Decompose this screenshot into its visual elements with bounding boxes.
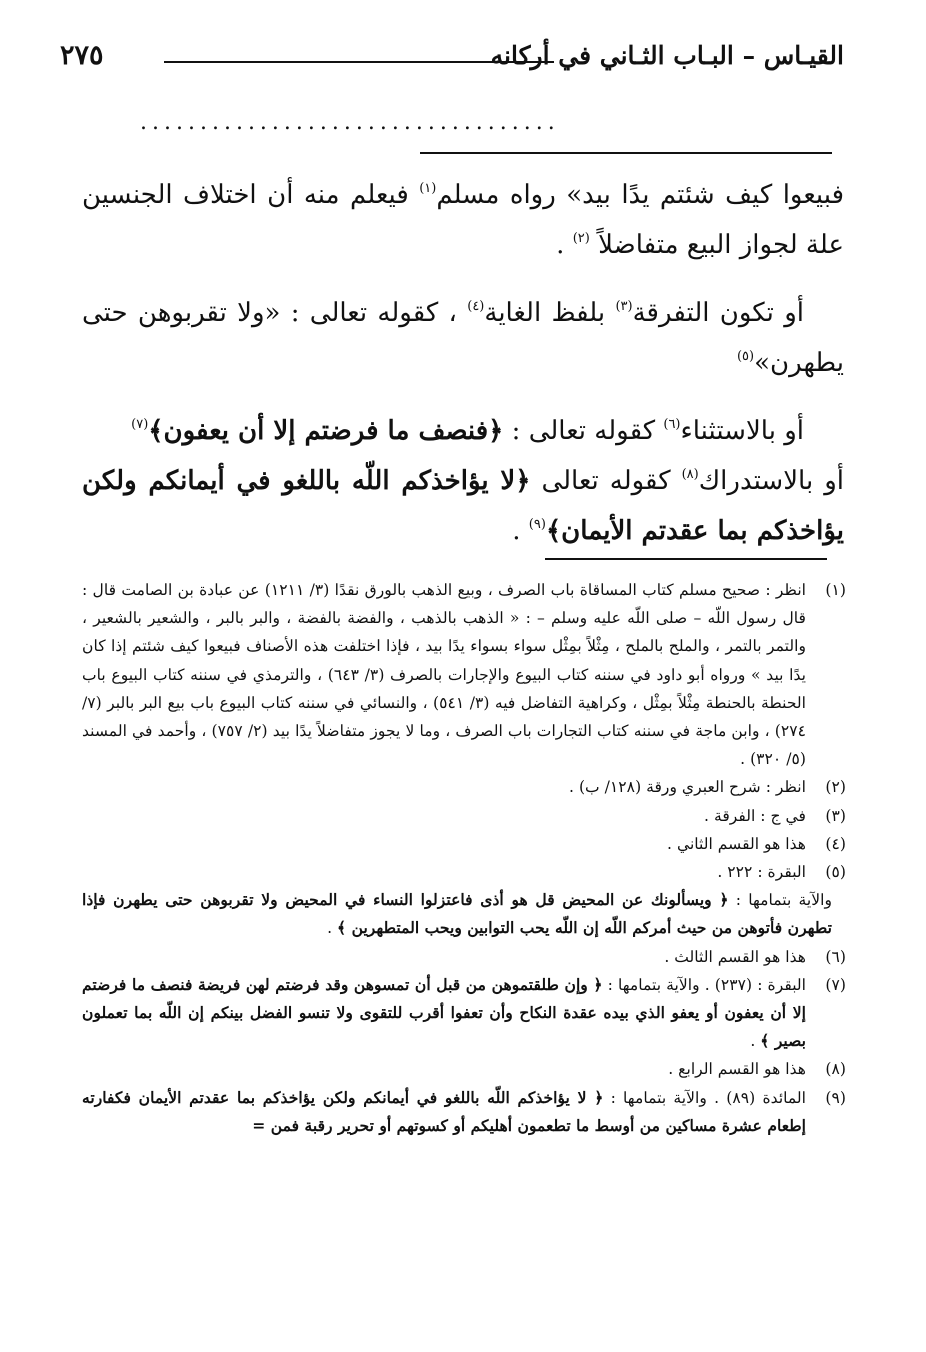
footnote-lead: المائدة (٨٩) . والآية بتمامها :: [603, 1088, 807, 1107]
paragraph-3: [82, 406, 844, 456]
paragraph-4: [82, 456, 844, 556]
footnote-number: (٧): [825, 975, 846, 994]
footnote-5-continuation: [82, 886, 846, 942]
footnote-text: انظر : صحيح مسلم كتاب المساقاة باب الصرف ، وبيع الذهب بالورق نقدًا (٣/ ١٢١١) عن عبادة بن الصامت قال : قال رسول اللّه – صلى اللّه عليه وسلم – : « الذهب بالذهب ، والفضة بالفضة ، والبر بالبر ، والشعير بالشعير ، والتمر بالتمر ، والملح بالملح ، مِثْلاً بمِثْل سواء بسواء يدًا بيد ، فإذا اختلفت هذه الأصناف فبيعوا كيف شئتم إذا كان يدًا بيد » ورواه أبو داود في سننه كتاب البيوع والإجارات بالصرف (٣/ ٦٤٣) ، والترمذي في سننه كتاب البيوع باب الحنطة بالحنطة مِثْلاً بمِثْل ، وكراهية التفاضل فيه (٣/ ٥٤١) ، والنسائي في سننه كتاب البيوع باب بيع البر بالبر (٧/ ٢٧٤) ، وابن ماجة في سننه كتاب التجارات باب الصرف ، وما لا يجوز متفاضلاً يدًا بيد (٢/ ٧٥٧) ، وأحمد في المسند (٥/ ٣٢٠) .: [82, 581, 806, 769]
footnote-text: في ج : الفرقة .: [704, 806, 806, 825]
footnotes: [82, 576, 846, 1140]
p1-text-a: فبيعوا كيف شئتم يدًا بيد» رواه مسلم: [436, 180, 845, 210]
footnote-ref-4: (٤): [467, 299, 485, 314]
page-header: [60, 36, 844, 76]
footnote-5: [82, 858, 846, 886]
p3-text-a: أو بالاستثناء: [680, 416, 804, 446]
footnote-rule: [545, 558, 827, 560]
p2-text-b: بلفظ الغاية: [484, 298, 616, 328]
footnote-number: (٤): [825, 834, 846, 853]
quran-quote-1: ﴿فنصف ما فرضتم إلا أن يعفون﴾: [148, 416, 504, 446]
footnote-ref-7: (٧): [131, 417, 149, 432]
footnote-number: (٢): [825, 778, 846, 797]
footnote-ref-9: (٩): [528, 517, 546, 532]
main-text: [82, 170, 844, 574]
p3-text-b: كقوله تعالى :: [503, 416, 664, 446]
footnote-1: [82, 576, 846, 773]
footnote-8: [82, 1055, 846, 1083]
footnote-number: (٣): [825, 806, 846, 825]
footnote-number: (١): [825, 581, 846, 599]
footnote-text: هذا هو القسم الثاني .: [667, 834, 806, 853]
p1-end: .: [556, 230, 573, 260]
footnote-6: [82, 943, 846, 971]
footnote-ref-8: (٨): [681, 467, 699, 482]
p2-text-a: أو تكون التفرقة: [632, 298, 804, 328]
footnote-text: البقرة : ٢٢٢ .: [717, 863, 806, 882]
footnote-7: [82, 971, 846, 1056]
footnote-ref-1: (١): [419, 181, 437, 196]
footnote-quote: ﴿ وإن طلقتموهن من قبل أن تمسوهن وقد فرضتم لهن فريضة فنصف ما فرضتم إلا أن يعفون أو يعفو الذي بيده عقدة النكاح وأن تعفوا أقرب للتقوى ولا تنسو الفضل بينكم إن اللّه بما تعملون بصير ﴾: [82, 974, 806, 1051]
footnote-ref-2: (٢): [572, 231, 590, 246]
footnote-lead: البقرة : (٢٣٧) . والآية بتمامها :: [602, 975, 806, 994]
footnote-quote: ﴿ ويسألونك عن المحيض قل هو أذى فاعتزلوا النساء في المحيض ولا تقربوهن حتى يطهرن فإذا تطهرن فأتوهن من حيث أمركم اللّه إن اللّه يحب التوابين ويحب المتطهرين ﴾: [82, 890, 832, 938]
footnote-text: انظر : شرح العبري ورقة (١٢٨/ ب) .: [569, 778, 806, 797]
footnote-number: (٥): [825, 863, 846, 882]
footnote-end: .: [327, 919, 338, 938]
p4-text-a: أو بالاستدراك: [698, 466, 844, 496]
paragraph-2: [82, 288, 844, 388]
footnote-text: هذا هو القسم الثالث .: [664, 947, 806, 966]
footnote-number: (٩): [825, 1088, 846, 1107]
separator-dots: ...................................: [140, 110, 560, 135]
footnote-lead: والآية بتمامها :: [728, 891, 833, 910]
running-title: القيـاس – البـاب الثـاني في أركانه: [490, 41, 844, 70]
top-rule: [420, 152, 832, 154]
footnote-ref-5: (٥): [736, 349, 755, 364]
footnote-4: [82, 830, 846, 858]
footnote-9: [82, 1084, 846, 1140]
footnote-quote: ﴿ لا يؤاخذكم اللّه باللغو في أيمانكم ولكن يؤاخذكم بما عقدتم الأيمان فكفارته إطعام عشرة مساكين من أوسط ما تطعمون أهليكم أو كسوتهم أو تحرير رقبة فمن =: [82, 1087, 806, 1135]
p1-text-b: فيعلم منه أن اختلاف الجنسين علة لجواز البيع متفاضلاً: [82, 180, 844, 260]
footnote-end: .: [750, 1032, 761, 1051]
footnote-number: (٦): [825, 947, 846, 966]
footnote-ref-3: (٣): [615, 299, 633, 314]
quran-quote-2: ﴿لا يؤاخذكم اللّه باللغو في أيمانكم ولكن يؤاخذكم بما عقدتم الأيمان﴾: [82, 466, 844, 546]
footnote-number: (٨): [825, 1060, 846, 1079]
paragraph-1: [82, 170, 844, 270]
p2-text-c: ، كقوله تعالى : «ولا تقربوهن حتى يطهرن»: [82, 298, 844, 378]
footnote-2: [82, 773, 846, 801]
footnote-3: [82, 802, 846, 830]
p4-text-b: كقوله تعالى: [530, 466, 682, 496]
p4-end: .: [512, 516, 529, 546]
footnote-text: هذا هو القسم الرابع .: [668, 1060, 806, 1079]
page-number: ٢٧٥: [60, 40, 104, 71]
footnote-ref-6: (٦): [663, 417, 681, 432]
